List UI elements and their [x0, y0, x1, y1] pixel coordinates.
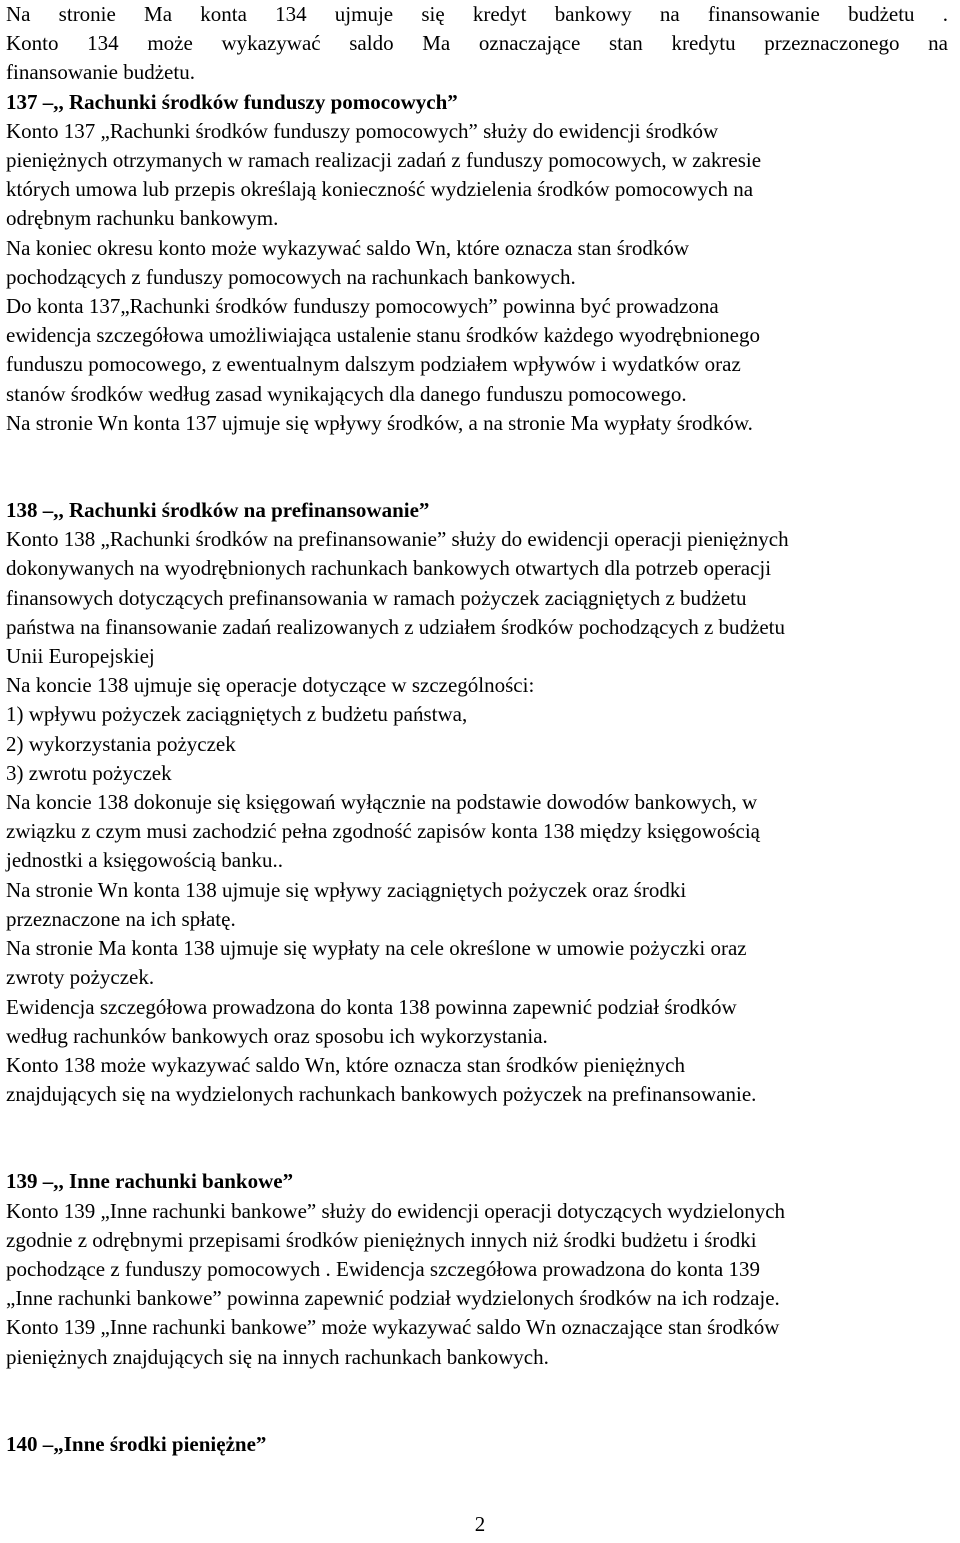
- section-137-line: Konto 137 „Rachunki środków funduszy pomocowych” służy do ewidencji środków: [6, 118, 719, 143]
- section-spacer: [6, 438, 948, 467]
- section-137-line: Do konta 137„Rachunki środków funduszy pomocowych” powinna być prowadzona: [6, 294, 719, 319]
- section-138-line: finansowych dotyczących prefinansowania w ramach pożyczek zaciągniętych z budżetu: [6, 585, 747, 610]
- document-page: [6, 0, 948, 1459]
- section-139-line: Konto 139 „Inne rachunki bankowe” może wykazywać saldo Wn oznaczające stan środków: [6, 1315, 780, 1340]
- section-138-line: 2) wykorzystania pożyczek: [6, 731, 236, 756]
- page-number: 2: [474, 1512, 486, 1536]
- section-138-line: przeznaczone na ich spłatę.: [6, 906, 236, 931]
- intro-line-3: finansowanie budżetu.: [6, 60, 195, 85]
- section-140-heading: 140 –„Inne środki pieniężne”: [6, 1431, 267, 1456]
- section-137-line: funduszu pomocowego, z ewentualnym dalszym podziałem wpływów i wydatków oraz: [6, 352, 741, 377]
- section-137-line: stanów środków według zasad wynikających dla danego funduszu pomocowego.: [6, 381, 687, 406]
- section-138-line: Na stronie Wn konta 138 ujmuje się wpływy zaciągniętych pożyczek oraz środki: [6, 877, 687, 902]
- section-spacer: [6, 1109, 948, 1138]
- section-spacer: [6, 467, 948, 496]
- section-138-line: związku z czym musi zachodzić pełna zgodność zapisów konta 138 między księgowością: [6, 819, 761, 844]
- section-spacer: [6, 1401, 948, 1430]
- section-138-line: państwa na finansowanie zadań realizowanych z udziałem środków pochodzących z budżetu: [6, 614, 786, 639]
- section-138-line: Unii Europejskiej: [6, 644, 155, 669]
- section-139-line: „Inne rachunki bankowe” powinna zapewnić podział wydzielonych środków na ich rodzaje.: [6, 1286, 780, 1311]
- section-138-line: dokonywanych na wyodrębnionych rachunkach bankowych otwartych dla potrzeb operacji: [6, 556, 772, 581]
- intro-line-1: Na stronie Ma konta 134 ujmuje się kredyt bankowy na finansowanie budżetu .: [6, 2, 948, 26]
- section-138-line: jednostki a księgowością banku..: [6, 848, 284, 873]
- intro-line-2: Konto 134 może wykazywać saldo Ma oznaczające stan kredytu przeznaczonego na: [6, 31, 948, 56]
- section-137-line: pieniężnych otrzymanych w ramach realizacji zadań z funduszy pomocowych, w zakresie: [6, 148, 762, 173]
- section-138-line: Na koncie 138 dokonuje się księgowań wyłącznie na podstawie dowodów bankowych, w: [6, 790, 758, 815]
- section-138-line: znajdujących się na wydzielonych rachunkach bankowych pożyczek na prefinansowanie.: [6, 1082, 757, 1107]
- section-138-line: Na stronie Ma konta 138 ujmuje się wypłaty na cele określone w umowie pożyczki oraz: [6, 936, 747, 961]
- section-137-line: odrębnym rachunku bankowym.: [6, 206, 279, 231]
- section-139-heading: 139 –,, Inne rachunki bankowe”: [6, 1169, 294, 1194]
- section-139-line: Konto 139 „Inne rachunki bankowe” służy do ewidencji operacji dotyczących wydzielonych: [6, 1198, 786, 1223]
- section-137-line: których umowa lub przepis określają konieczność wydzielenia środków pomocowych na: [6, 177, 754, 202]
- section-139-line: zgodnie z odrębnymi przepisami środków pieniężnych innych niż środki budżetu i środki: [6, 1227, 757, 1252]
- section-138-line: 3) zwrotu pożyczek: [6, 760, 172, 785]
- section-138-line: Konto 138 „Rachunki środków na prefinansowanie” służy do ewidencji operacji pieniężnych: [6, 527, 789, 552]
- section-138-line: Ewidencja szczegółowa prowadzona do konta 138 powinna zapewnić podział środków: [6, 994, 737, 1019]
- section-spacer: [6, 1138, 948, 1167]
- section-138-line: 1) wpływu pożyczek zaciągniętych z budżetu państwa,: [6, 702, 468, 727]
- section-138-line: Na koncie 138 ujmuje się operacje dotyczące w szczególności:: [6, 673, 535, 698]
- section-138-heading: 138 –,, Rachunki środków na prefinansowanie”: [6, 498, 430, 523]
- section-137-line: pochodzących z funduszy pomocowych na rachunkach bankowych.: [6, 264, 576, 289]
- section-137-line: ewidencja szczegółowa umożliwiająca ustalenie stanu środków każdego wyodrębnionego: [6, 323, 760, 348]
- section-138-line: według rachunków bankowych oraz sposobu ich wykorzystania.: [6, 1023, 548, 1048]
- section-138-line: zwroty pożyczek.: [6, 965, 155, 990]
- section-139-line: pochodzące z funduszy pomocowych . Ewidencja szczegółowa prowadzona do konta 139: [6, 1256, 760, 1281]
- section-139-line: pieniężnych znajdujących się na innych rachunkach bankowych.: [6, 1344, 549, 1369]
- section-137-line: Na koniec okresu konto może wykazywać saldo Wn, które oznacza stan środków: [6, 235, 690, 260]
- section-spacer: [6, 1372, 948, 1401]
- section-138-line: Konto 138 może wykazywać saldo Wn, które oznacza stan środków pieniężnych: [6, 1052, 685, 1077]
- section-137-line: Na stronie Wn konta 137 ujmuje się wpływy środków, a na stronie Ma wypłaty środków.: [6, 410, 753, 435]
- section-137-heading: 137 –,, Rachunki środków funduszy pomocowych”: [6, 89, 458, 114]
